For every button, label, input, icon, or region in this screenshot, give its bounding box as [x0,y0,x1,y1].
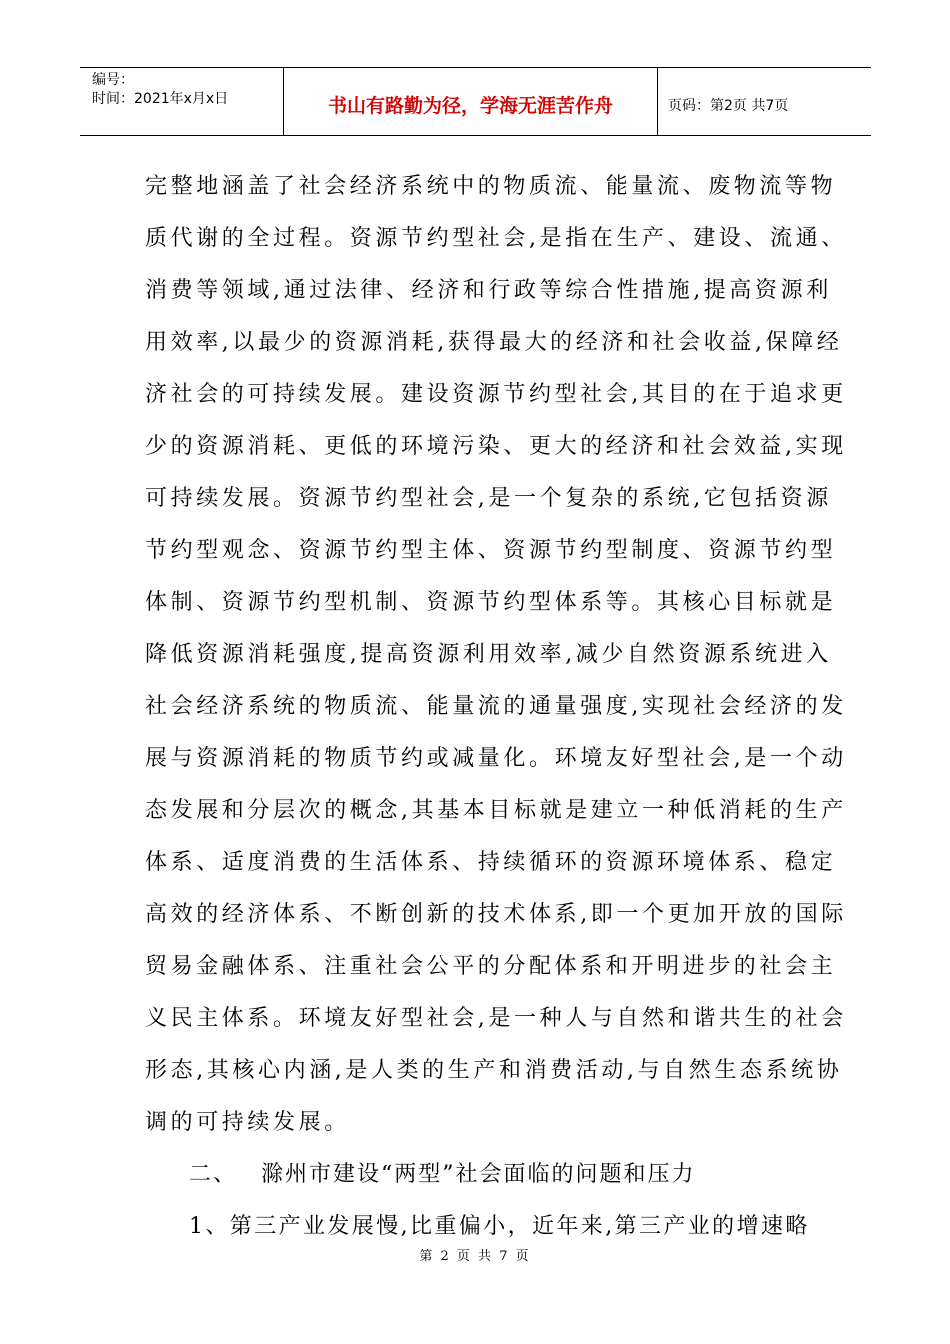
body-line: 社会经济系统的物质流、能量流的通量强度,实现社会经济的发 [145,694,847,719]
header-meta [80,68,284,135]
body-line: 降低资源消耗强度,提高资源利用效率,减少自然资源系统进入 [145,642,832,667]
header-page-info: 页码：第2页 共7页 [668,97,789,114]
body-line: 用效率,以最少的资源消耗,获得最大的经济和社会收益,保障经 [145,330,843,355]
body-line: 体制、资源节约型机制、资源节约型体系等。其核心目标就是 [145,590,837,615]
body-line: 展与资源消耗的物质节约或减量化。环境友好型社会,是一个动 [145,746,847,771]
document-number-label: 编号： [92,72,134,88]
header-motto: 书山有路勤为径，学海无涯苦作舟 [284,68,658,135]
body-line: 少的资源消耗、更低的环境污染、更大的经济和社会效益,实现 [145,434,847,459]
body-line: 济社会的可持续发展。建设资源节约型社会,其目的在于追求更 [145,382,847,407]
page-header [80,67,871,136]
page-footer: 第 2 页 共 7 页 [419,1249,531,1264]
section-heading [145,1155,810,1207]
body-line: 形态,其核心内涵,是人类的生产和消费活动,与自然生态系统协 [145,1058,843,1083]
section-heading-number: 二、 [189,1162,238,1187]
body-line: 可持续发展。资源节约型社会,是一个复杂的系统,它包括资源 [145,486,832,511]
body-line: 完整地涵盖了社会经济系统中的物质流、能量流、废物流等物 [145,174,837,199]
body-line: 态发展和分层次的概念,其基本目标就是建立一种低消耗的生产 [145,798,847,823]
body-line: 高效的经济体系、不断创新的技术体系,即一个更加开放的国际 [145,902,847,927]
body-line: 调的可持续发展。 [145,1110,350,1135]
body-line: 质代谢的全过程。资源节约型社会,是指在生产、建设、流通、 [145,226,847,251]
body-line: 节约型观念、资源节约型主体、资源节约型制度、资源节约型 [145,538,837,563]
section-heading-text: 滁州市建设“两型”社会面临的问题和压力 [261,1162,696,1187]
body-line: 体系、适度消费的生活体系、持续循环的资源环境体系、稳定 [145,850,837,875]
body-line: 1、第三产业发展慢,比重偏小，近年来,第三产业的增速略 [189,1214,810,1239]
document-time-label: 时间：2021年x月x日 [92,91,229,107]
document-body [145,167,847,1259]
body-line: 消费等领域,通过法律、经济和行政等综合性措施,提高资源利 [145,278,832,303]
body-line: 义民主体系。环境友好型社会,是一种人与自然和谐共生的社会 [145,1006,847,1031]
body-line: 贸易金融体系、注重社会公平的分配体系和开明进步的社会主 [145,954,837,979]
